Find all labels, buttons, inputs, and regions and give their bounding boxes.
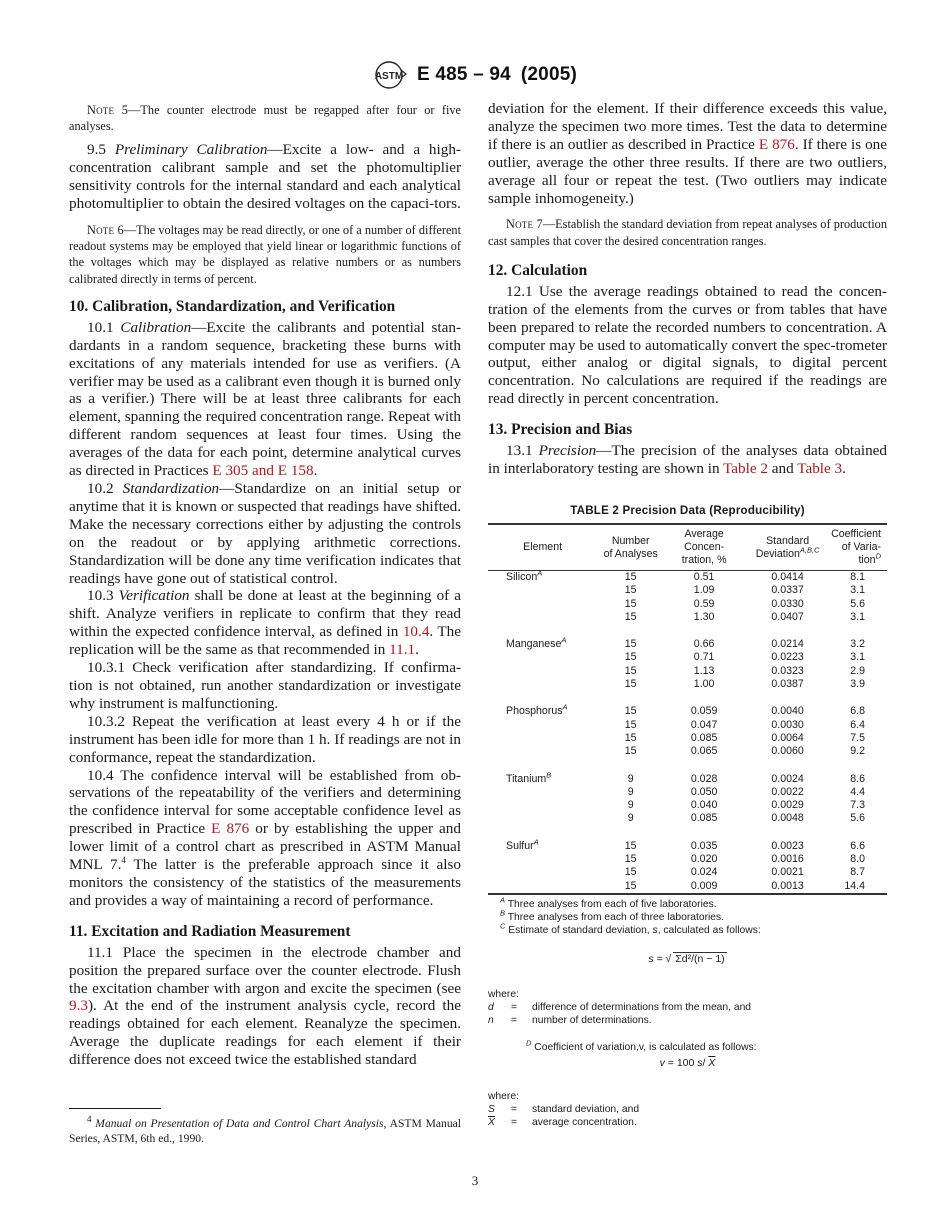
cell-number: 15: [624, 678, 637, 691]
cell-std-dev: 0.0064: [771, 731, 804, 744]
cell-number: 15: [624, 638, 637, 651]
page-number: 3: [471, 1173, 479, 1188]
table-row: [488, 719, 887, 732]
footnote-ref-4[interactable]: 4: [121, 854, 126, 865]
paragraph-12-1: 12.1 Use the average readings obtained to read the concen-tration of the elements from the curves or from tables that have been prepared to relate the recorded numbers to concentration. A computer may be used to automatically convert the spec-trometer output, either analog or digital signals, to digital percent concentration. No calculations are required if the readings are read directly in percent concentration.: [488, 282, 887, 408]
cell-coeff-variation: 14.4: [844, 879, 865, 892]
cell-number: 15: [624, 705, 637, 718]
cell-std-dev: 0.0323: [771, 664, 804, 677]
cell-std-dev: 0.0040: [771, 705, 804, 718]
table-group-spacer: [488, 826, 887, 840]
cell-number: 15: [624, 853, 637, 866]
table-row: [488, 773, 887, 786]
table-header-row: [488, 524, 887, 571]
cell-std-dev: 0.0414: [771, 571, 804, 583]
astm-logo-icon: [373, 60, 407, 90]
cell-coeff-variation: 3.2: [850, 638, 865, 651]
cell-std-dev: 0.0337: [771, 584, 804, 597]
table-body: [488, 568, 887, 894]
cell-std-dev: 0.0407: [771, 610, 804, 623]
cell-element: Titanium$^B$: [506, 770, 552, 785]
table-row: [488, 786, 887, 799]
cell-std-dev: 0.0013: [771, 879, 804, 892]
link-e305-e158[interactable]: E 305 and E 158: [212, 462, 314, 480]
cell-coeff-variation: 2.9: [850, 664, 865, 677]
svg-text:ASTM: ASTM: [374, 71, 404, 82]
table-row: [488, 853, 887, 866]
cell-coeff-variation: 6.8: [850, 705, 865, 718]
paragraph-10-1: 10.1 Calibration—Excite the calibrants and potential stan-dardants in a random sequence, bracketing these burns with excitations of any materials intended for use as verifiers. (A verifier may be used as a calibrant even though it is burned only as a verifier.) There will be at least three calibrants for each element, spanning the required concentration range. Repeat with different random sequences at least four times. Using the averages of the data for each point, determine analytical curves as directed in Practices E 305 and E 158.: [69, 318, 461, 480]
col-header-average: Average Concen- tration, %: [681, 528, 727, 566]
cell-std-dev: 0.0387: [771, 678, 804, 691]
table-footnotes: [488, 895, 887, 1129]
definition-row: $\overline{X}$ = average concentration.: [488, 1117, 637, 1129]
paragraph-10-3-2: 10.3.2 Repeat the verification at least every 4 h or if the instrument has been idle for more than 1 h. If readings are not in conformance, repeat the standardization.: [69, 712, 461, 766]
cell-element: Manganese$^A$: [506, 635, 567, 651]
cell-average: 0.71: [693, 651, 715, 664]
cell-coeff-variation: 9.2: [850, 745, 865, 758]
section-13-heading: 13. Precision and Bias: [488, 421, 633, 439]
formula-coeff-variation: v = 100 s/ $\overline{X}$: [659, 1056, 716, 1069]
col-header-element: Element: [523, 541, 563, 553]
cell-average: 0.035: [690, 839, 718, 852]
table-group-spacer: [488, 691, 887, 705]
paragraph-10-3: 10.3 Verification shall be done at least at the beginning of a shift. Analyze verifiers in replicate to confirm that they read within the expected confidence interval, as defined in 10.4. The replication will be the same as that recommended in 11.1.: [69, 587, 462, 659]
cell-element: [488, 732, 597, 745]
cell-element: Sulfur$^A$: [506, 837, 539, 852]
cell-std-dev: 0.0330: [771, 597, 804, 610]
definition-row: d = difference of determinations from the mean, and: [488, 1001, 752, 1013]
cell-number: 15: [624, 584, 637, 597]
col-header-std-dev: Standard Deviation$^{A,B,C}$: [755, 534, 820, 560]
cell-average: 1.09: [693, 584, 715, 597]
table-row: [488, 799, 887, 812]
table-footnote-a: $^A$ Three analyses from each of five laboratories.: [500, 895, 717, 910]
table-2: [488, 504, 887, 1129]
link-11-1[interactable]: 11.1: [389, 641, 416, 659]
table-row: [488, 866, 887, 879]
table-row: [488, 840, 887, 853]
cell-number: 15: [624, 597, 637, 610]
cell-coeff-variation: 5.6: [850, 597, 865, 610]
cell-coeff-variation: 6.6: [850, 839, 865, 852]
cell-element: [488, 678, 597, 691]
cell-number: 9: [627, 812, 634, 825]
cell-element: [488, 665, 597, 678]
cell-average: 0.020: [690, 853, 718, 866]
cell-std-dev: 0.0023: [771, 839, 804, 852]
paragraph-10-2: 10.2 Standardization—Standardize on an initial setup or anytime that it is known or suspected that readings have shifted. Make the necessary corrections either by adjusting the controls on the readout or by applying arithmetic corrections. Standardization will be done any time verification indicates that readings have gone out of statistical control.: [69, 480, 462, 587]
definitions-2: [488, 1103, 887, 1129]
cell-number: 15: [624, 839, 637, 852]
cell-number: 9: [627, 799, 634, 812]
cell-element: Phosphorus$^A$: [506, 702, 568, 718]
link-table-3[interactable]: Table 3: [797, 460, 843, 478]
table-row: [488, 665, 887, 678]
link-9-3[interactable]: 9.3: [69, 997, 88, 1015]
cell-average: 0.66: [693, 638, 715, 651]
cell-number: 15: [624, 571, 637, 583]
page-header: [0, 60, 950, 90]
table-footnote-d: $^D$ Coefficient of variation,v, is calculated as follows:: [526, 1038, 757, 1054]
cell-average: 0.047: [690, 718, 718, 731]
cell-number: 9: [627, 785, 634, 798]
cell-average: 1.13: [693, 664, 715, 677]
cell-element: [488, 799, 597, 812]
paragraph-10-3-1: 10.3.1 Check verification after standardizing. If confirma-tion is not obtained, run another standardization or investigate why instrument is malfunctioning.: [69, 659, 461, 712]
col-header-number: Number of Analyses: [603, 534, 658, 560]
table-row: [488, 584, 887, 597]
definition-row: n = number of determinations.: [488, 1015, 652, 1027]
cell-coeff-variation: 6.4: [850, 718, 865, 731]
section-10-heading: 10. Calibration, Standardization, and Verification: [69, 297, 396, 315]
cell-coeff-variation: 8.6: [850, 772, 865, 785]
cell-average: 0.059: [690, 705, 718, 718]
link-table-2[interactable]: Table 2: [723, 460, 768, 478]
cell-number: 15: [624, 866, 637, 879]
cell-element: [488, 880, 597, 894]
paragraph-10-4: 10.4 The confidence interval will be established from ob-servations of the repeatability of the verifiers and determining the confidence interval for some acceptable confidence level as prescribed in Practice E 876 or by establishing the upper and lower limit of a control chart as prescribed in ASTM Manual MNL 7.$^4$ The latter is the preferable approach since it also monitors the consistency of the statistics of the measurements and provides a way of maintaining a record of performance.: [69, 766, 462, 909]
table-2-caption: TABLE 2 Precision Data (Reproducibility): [570, 504, 805, 517]
cell-number: 15: [624, 879, 637, 892]
cell-element: [488, 866, 597, 879]
where-label-2: where:: [488, 1090, 519, 1102]
cell-coeff-variation: 3.9: [850, 678, 865, 691]
footnote-divider: [69, 1108, 161, 1109]
cell-average: 0.009: [690, 879, 718, 892]
section-11-heading: 11. Excitation and Radiation Measurement: [69, 922, 351, 940]
cell-element: [488, 584, 597, 597]
table-row: [488, 812, 887, 825]
note-6: Note 6—The voltages may be read directly, or one of a number of different readout systems may be employed that yield linear or logarithmic functions of the voltages which may be displayed as relative numbers or as numbers calibrated directly in terms of percent.: [69, 223, 461, 286]
definitions-1: [488, 1001, 887, 1027]
table-row: [488, 678, 887, 691]
table-footnote-b: $^B$ Three analyses from each of three laboratories.: [500, 908, 725, 924]
footnote-4: $^4$ Manual on Presentation of Data and Control Chart Analysis, ASTM Manual Series, ASTM, 6th ed., 1990.: [69, 1114, 461, 1145]
section-12-heading: 12. Calculation: [488, 261, 588, 279]
cell-element: [488, 651, 597, 664]
left-column: [69, 100, 461, 1069]
cell-std-dev: 0.0214: [771, 638, 804, 651]
table-row: [488, 598, 887, 611]
cell-coeff-variation: 4.4: [850, 785, 865, 798]
table-row: [488, 571, 887, 585]
cell-number: 15: [624, 731, 637, 744]
link-e876-2[interactable]: E 876: [758, 135, 795, 153]
cell-average: 0.040: [690, 799, 718, 812]
cell-average: 0.028: [690, 772, 718, 785]
cell-coeff-variation: 8.7: [850, 866, 865, 879]
link-e876[interactable]: E 876: [211, 820, 250, 838]
table-row: [488, 705, 887, 718]
cell-std-dev: 0.0016: [771, 853, 804, 866]
cell-coeff-variation: 3.1: [850, 610, 865, 623]
cell-std-dev: 0.0022: [771, 785, 804, 798]
table-row: [488, 638, 887, 651]
cell-number: 15: [624, 718, 637, 731]
table-footnote-c: $^C$ Estimate of standard deviation, s, calculated as follows:: [500, 921, 761, 937]
cell-coeff-variation: 5.6: [850, 812, 865, 825]
cell-number: 15: [624, 651, 637, 664]
cell-coeff-variation: 3.1: [850, 584, 865, 597]
col-header-coeff-variation: Coefficient of Varia- tion$^D$: [831, 528, 881, 566]
table-group-spacer: [488, 624, 887, 638]
cell-number: 15: [624, 664, 637, 677]
cell-number: 15: [624, 745, 637, 758]
cell-std-dev: 0.0223: [771, 651, 804, 664]
cell-element: [488, 719, 597, 732]
link-10-4[interactable]: 10.4: [402, 623, 430, 641]
table-row: [488, 611, 887, 624]
table-row: [488, 880, 887, 894]
cell-coeff-variation: 7.5: [850, 731, 865, 744]
table-row: [488, 732, 887, 745]
right-column: [488, 100, 887, 1129]
cell-number: 15: [624, 610, 637, 623]
cell-average: 0.050: [690, 785, 718, 798]
cell-element: [488, 598, 597, 611]
cell-std-dev: 0.0030: [771, 718, 804, 731]
note-7: Note 7—Establish the standard deviation from repeat analyses of production cast samples that cover the desired concentration ranges.: [488, 217, 887, 248]
table-row: [488, 651, 887, 664]
cell-std-dev: 0.0024: [771, 772, 804, 785]
cell-average: 0.065: [690, 745, 718, 758]
cell-average: 0.59: [693, 597, 715, 610]
paragraph-11-1: 11.1 Place the specimen in the electrode chamber and position the prepared surface over the counter electrode. Flush the excitation chamber with argon and excite the specimen (see 9.3). At the end of the instrument analysis cycle, record the readings obtained for each element. Reanalyze the specimen. Average the duplicate readings for each element if their difference does not exceed twice the established standard: [69, 943, 461, 1069]
cell-average: 1.00: [693, 678, 715, 691]
cell-element: Silicon$^A$: [506, 568, 543, 583]
cell-element: [488, 745, 597, 758]
document-designation: E 485 – 94 (2005): [416, 64, 578, 85]
cell-average: 0.085: [690, 812, 718, 825]
note-5: Note 5—The counter electrode must be regapped after four or five analyses.: [69, 103, 461, 134]
paragraph-9-5: 9.5 Preliminary Calibration—Excite a low- and a high-concentration calibrant sample and set the photomultiplier sensitivity controls for the internal standard and each analytical photomultiplier to obtain the desired voltages on the capaci-tors.: [69, 141, 461, 213]
cell-coeff-variation: 7.3: [850, 799, 865, 812]
formula-std-dev: s = √ Σd²/(n − 1): [648, 952, 725, 965]
cell-std-dev: 0.0029: [771, 799, 804, 812]
cell-std-dev: 0.0048: [771, 812, 804, 825]
paragraph-13-1: 13.1 Precision—The precision of the analyses data obtained in interlaboratory testing are shown in Table 2 and Table 3.: [488, 442, 888, 478]
cell-coeff-variation: 8.1: [850, 571, 865, 583]
cell-element: [488, 812, 597, 825]
cell-average: 0.51: [693, 571, 715, 583]
cell-std-dev: 0.0021: [771, 866, 804, 879]
precision-table: [488, 523, 887, 895]
definition-row: S = standard deviation, and: [488, 1103, 640, 1115]
paragraph-11-1-continued: deviation for the element. If their difference exceeds this value, analyze the specimen two more times. Test the data to determine if there is an outlier as described in Practice E 876. If there is one outlier, average the other three results. If there are two outliers, average all four or repeat the test. (Two outliers may indicate sample inhomogeneity.): [488, 100, 887, 207]
cell-coeff-variation: 3.1: [850, 651, 865, 664]
cell-std-dev: 0.0060: [771, 745, 804, 758]
cell-element: [488, 853, 597, 866]
cell-average: 0.085: [690, 731, 718, 744]
where-label-1: where:: [488, 988, 519, 1000]
cell-average: 0.024: [690, 866, 718, 879]
cell-coeff-variation: 8.0: [850, 853, 865, 866]
table-row: [488, 745, 887, 758]
cell-number: 9: [627, 772, 634, 785]
cell-element: [488, 611, 597, 624]
cell-element: [488, 786, 597, 799]
cell-average: 1.30: [693, 610, 715, 623]
